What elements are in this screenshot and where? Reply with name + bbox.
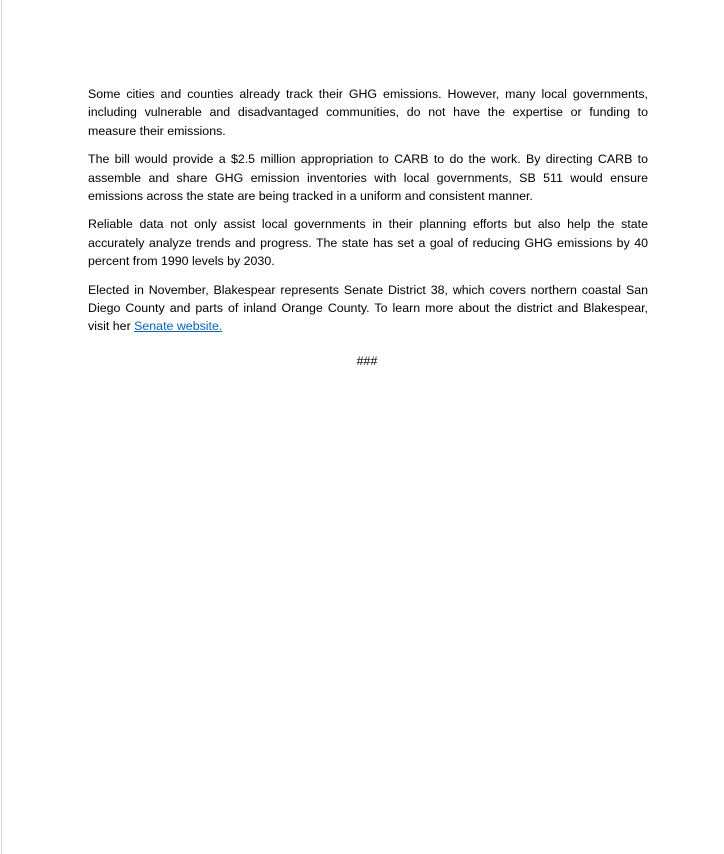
paragraph-4-text: Elected in November, Blakespear represents Senate District 38, which covers northern coastal San Diego County and parts of inland Orange County. To learn more about the district and Blakespear, visit her — [88, 282, 648, 334]
document-page — [1, 0, 724, 854]
paragraph-2: The bill would provide a $2.5 million appropriation to CARB to do the work. By directing CARB to assemble and share GHG emission inventories with local governments, SB 511 would ensure emissions across the state are being tracked in a uniform and consistent manner. — [88, 152, 648, 204]
paragraph-4 — [88, 281, 648, 336]
senate-website-link[interactable]: Senate website. — [134, 319, 223, 334]
paragraph-1: Some cities and counties already track their GHG emissions. However, many local governments, including vulnerable and disadvantaged communities, do not have the expertise or funding to measure their emissions. — [88, 87, 648, 138]
paragraph-3: Reliable data not only assist local governments in their planning efforts but also help the state accurately analyze trends and progress. The state has set a goal of reducing GHG emissions by 40 percent from 1990 levels by 2030. — [88, 217, 648, 269]
document-body — [88, 85, 648, 380]
end-mark: ### — [356, 353, 378, 368]
